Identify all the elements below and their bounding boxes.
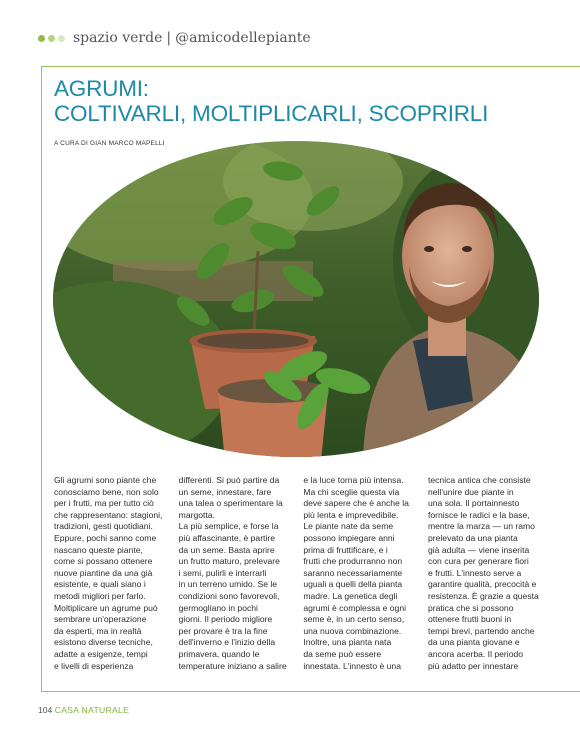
article-photo <box>53 141 539 457</box>
page-number: 104 <box>38 705 53 715</box>
article-body <box>54 475 540 685</box>
social-handle: @amicodellepiante <box>175 30 311 46</box>
photo-illustration <box>53 141 539 457</box>
section-dots <box>38 35 65 42</box>
section-name: spazio verde <box>73 30 163 46</box>
body-column-2: differenti. Si può partire da un seme, innestare, fare una talea o sperimentare la margotta. La più semplice, e forse la più affascinante, è partire da un seme. Basta aprire un frutto maturo, prelevare i semi, pulirli e interrarli in un terreno umido. Se le condizioni sono favorevoli, germogliano in pochi giorni. Il periodo migliore per provare è tra la fine dell'inverno e l'inizio della primavera, quando le temperature iniziano a salire <box>178 475 287 671</box>
title-line-1: AGRUMI: <box>54 76 149 101</box>
dot-1 <box>38 35 45 42</box>
body-column-1: Gli agrumi sono piante che conosciamo bene, non solo per i frutti, ma per tutto ciò che rappresentano: stagioni, tradizioni, gesti quotidiani. Eppure, pochi sanno come nascano queste piante, come si possano ottenere nuove piantine da una già esistente, e quali siano i metodi migliori per farlo. Moltiplicare un agrume può sembrare un'operazione da esperti, ma in realtà esistono diverse tecniche, adatte a esigenze, tempi e livelli di esperienza <box>54 475 163 671</box>
section-header <box>38 30 311 46</box>
magazine-brand: CASA NATURALE <box>54 705 130 715</box>
dot-2 <box>48 35 55 42</box>
article-title <box>54 76 488 126</box>
body-column-4: tecnica antica che consiste nell'unire due piante in una sola. Il portainnesto fornisce le radici e la base, mentre la marza — un ramo prelevato da una pianta già adulta — viene inserita con cura per generare fiori e frutti. L'innesto serve a garantire qualità, precocità e resistenza. È grazie a questa pratica che si possono ottenere frutti buoni in tempi brevi, partendo anche da una pianta giovane e ancora acerba. Il periodo più adatto per innestare <box>427 475 539 671</box>
title-line-2: COLTIVARLI, MOLTIPLICARLI, SCOPRIRLI <box>54 101 489 126</box>
page-footer <box>38 705 129 715</box>
dot-3 <box>58 35 65 42</box>
header-separator: | <box>166 30 172 46</box>
article-author: A CURA DI GIAN MARCO MAPELLI <box>54 140 165 147</box>
body-column-3: e la luce torna più intensa. Ma chi sceglie questa via deve sapere che è anche la più lenta e imprevedibile. Le piante nate da seme possono impiegare anni prima di fruttificare, e i frutti che produrranno non saranno necessariamente uguali a quelli della pianta madre. La genetica degli agrumi è complessa e ogni seme è, in un certo senso, una nuova combinazione. Inoltre, una pianta nata da seme può essere innestata. L'innesto è una <box>303 475 409 671</box>
